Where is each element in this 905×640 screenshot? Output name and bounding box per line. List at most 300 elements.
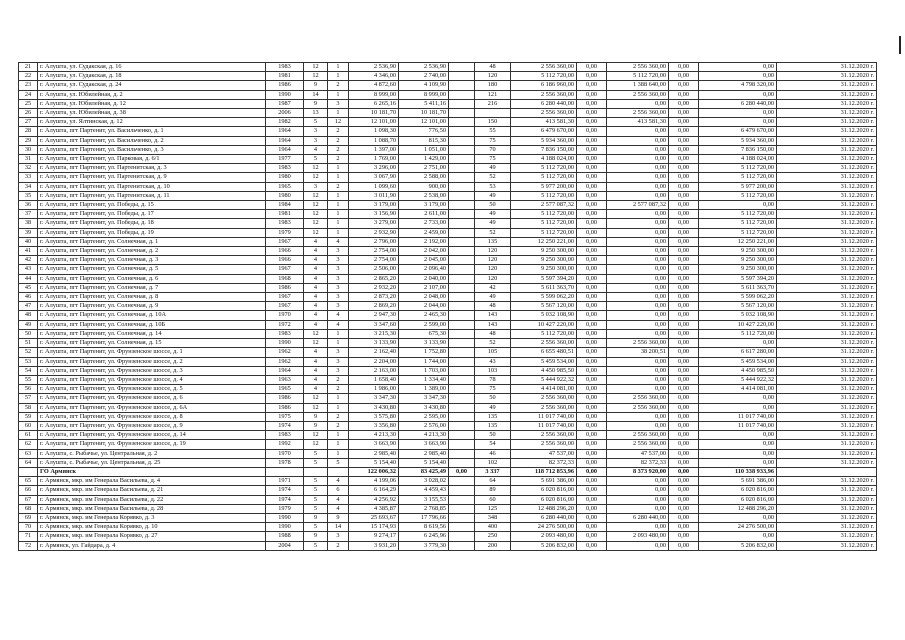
table-cell: 0,00 xyxy=(577,256,607,265)
table-cell: 0,00 xyxy=(607,265,669,274)
table-cell xyxy=(449,394,475,403)
table-cell: 52 xyxy=(475,228,511,237)
table-cell: 83 425,49 xyxy=(399,467,449,476)
table-row xyxy=(19,449,877,458)
table-cell: 0,00 xyxy=(607,375,669,384)
table-cell: 1 xyxy=(328,173,349,182)
table-cell: 1 752,80 xyxy=(399,348,449,357)
table-cell: 51 xyxy=(19,339,38,348)
table-cell: 2 xyxy=(328,385,349,394)
table-cell: 0,00 xyxy=(577,320,607,329)
table-cell: 52 xyxy=(19,348,38,357)
table-cell: 0,00 xyxy=(607,283,669,292)
table-cell: 4 213,30 xyxy=(399,431,449,440)
table-cell: 5 112 720,00 xyxy=(511,210,577,219)
table-cell: 25 xyxy=(19,99,38,108)
table-cell: 6 280 440,00 xyxy=(511,99,577,108)
table-cell: 31.12.2020 г. xyxy=(777,265,877,274)
table-cell: 61 xyxy=(19,431,38,440)
table-cell: 1 xyxy=(328,431,349,440)
table-cell: 37 xyxy=(19,210,38,219)
table-cell xyxy=(449,237,475,246)
table-cell: 0,00 xyxy=(699,63,777,72)
table-cell: 1974 xyxy=(266,495,304,504)
table-cell: 31.12.2020 г. xyxy=(777,99,877,108)
table-cell: 31.12.2020 г. xyxy=(777,237,877,246)
table-cell: г. Алушта, пгт Партенит, ул. Солнечная, д. 9 xyxy=(38,302,266,311)
table-cell: 0,00 xyxy=(577,477,607,486)
table-cell: 31.12.2020 г. xyxy=(777,228,877,237)
table-cell xyxy=(449,440,475,449)
table-cell: г. Алушта, ул. Судакская, д. 18 xyxy=(38,72,266,81)
table-cell: 3 xyxy=(328,293,349,302)
table-cell: г. Алушта, пгт Партенит, ул. Фрунзенское шоссе, д. 8 xyxy=(38,412,266,421)
table-cell: 2 576,00 xyxy=(399,421,449,430)
table-cell: 5 112 720,00 xyxy=(511,72,577,81)
table-cell: 2 556 360,00 xyxy=(511,90,577,99)
table-row xyxy=(19,458,877,467)
table-cell xyxy=(449,311,475,320)
table-cell: ГО Армянск xyxy=(38,467,266,476)
table-cell: 2 044,00 xyxy=(399,302,449,311)
table-cell: 9 250 300,00 xyxy=(511,256,577,265)
table-cell: 0,00 xyxy=(669,274,699,283)
table-cell: 0,00 xyxy=(669,191,699,200)
table-cell: 0,00 xyxy=(669,403,699,412)
table-cell: 31.12.2020 г. xyxy=(777,412,877,421)
table-cell: 53 xyxy=(475,182,511,191)
table-cell: 13 xyxy=(304,109,328,118)
table-cell: г. Алушта, пгт Партенит, ул. Парковая, д. 6/1 xyxy=(38,155,266,164)
table-cell: 31.12.2020 г. xyxy=(777,495,877,504)
table-cell: 0,00 xyxy=(577,155,607,164)
table-cell: 3 xyxy=(328,256,349,265)
table-cell: 4 xyxy=(328,311,349,320)
table-cell: 10 181,70 xyxy=(399,109,449,118)
table-cell: 0,00 xyxy=(577,421,607,430)
table-row xyxy=(19,375,877,384)
table-cell: 5 611 363,70 xyxy=(699,283,777,292)
table-cell: 0,00 xyxy=(577,385,607,394)
table-cell: 2 577 087,32 xyxy=(607,201,669,210)
table-cell: 5 599 062,20 xyxy=(511,293,577,302)
table-cell: 31.12.2020 г. xyxy=(777,375,877,384)
table-row xyxy=(19,219,877,228)
table-cell: 4 xyxy=(304,348,328,357)
table-cell: 0,00 xyxy=(669,155,699,164)
table-cell: 31.12.2020 г. xyxy=(777,440,877,449)
table-row xyxy=(19,394,877,403)
table-cell: 0,00 xyxy=(577,90,607,99)
table-cell: 31.12.2020 г. xyxy=(777,403,877,412)
table-cell: г. Алушта, пгт Партенит, ул. Партенитская, д. 9 xyxy=(38,173,266,182)
table-cell: 11 017 740,00 xyxy=(699,421,777,430)
table-cell: 4 xyxy=(328,477,349,486)
table-cell: 31.12.2020 г. xyxy=(777,431,877,440)
table-row xyxy=(19,265,877,274)
table-cell: г. Армянск, мкр. им Генерала Васильева, д. 4 xyxy=(38,477,266,486)
table-cell: 31.12.2020 г. xyxy=(777,63,877,72)
table-cell: 1967 xyxy=(266,293,304,302)
table-cell: 0,00 xyxy=(607,274,669,283)
table-cell: 31.12.2020 г. xyxy=(777,302,877,311)
table-cell: 1962 xyxy=(266,348,304,357)
table-cell: 4 xyxy=(304,145,328,154)
table-cell: 45 xyxy=(19,283,38,292)
table-cell: 3 xyxy=(328,302,349,311)
table-cell: 29 xyxy=(19,136,38,145)
table-cell: 0,00 xyxy=(669,449,699,458)
table-cell: 5 112 720,00 xyxy=(699,228,777,237)
table-cell xyxy=(449,265,475,274)
table-cell: 0,00 xyxy=(669,265,699,274)
table-cell xyxy=(449,412,475,421)
table-cell: 1 xyxy=(328,329,349,338)
table-cell: 0,00 xyxy=(577,201,607,210)
table-cell xyxy=(449,283,475,292)
table-cell: 0,00 xyxy=(669,495,699,504)
table-cell: 5 032 108,90 xyxy=(511,311,577,320)
table-cell: 413 581,30 xyxy=(511,118,577,127)
table-cell: 2 869,20 xyxy=(349,302,399,311)
table-cell xyxy=(777,467,877,476)
table-cell: 5 977 200,00 xyxy=(699,182,777,191)
table-cell: 1970 xyxy=(266,449,304,458)
table-cell: 1 098,30 xyxy=(349,127,399,136)
table-cell: 1 xyxy=(328,63,349,72)
table-cell: 0,00 xyxy=(699,109,777,118)
table-cell: 3 xyxy=(328,348,349,357)
table-row xyxy=(19,431,877,440)
table-cell: 5 691 386,00 xyxy=(511,477,577,486)
table-cell: 14 xyxy=(328,523,349,532)
table-cell: 0,00 xyxy=(607,182,669,191)
table-cell: 2 556 360,00 xyxy=(607,90,669,99)
table-cell: 4 xyxy=(304,265,328,274)
table-cell: 49 xyxy=(19,320,38,329)
table-cell: 3 931,20 xyxy=(349,541,399,550)
table-cell xyxy=(449,504,475,513)
table-row xyxy=(19,513,877,522)
table-cell: 2 xyxy=(328,81,349,90)
table-cell: 1979 xyxy=(266,228,304,237)
table-cell: 12 488 296,20 xyxy=(699,504,777,513)
table-row xyxy=(19,320,877,329)
table-cell: 2 096,40 xyxy=(399,265,449,274)
table-cell: 2 556 360,00 xyxy=(511,339,577,348)
table-cell: 5 206 832,00 xyxy=(511,541,577,550)
table-cell: 0,00 xyxy=(607,523,669,532)
table-cell: 31.12.2020 г. xyxy=(777,348,877,357)
table-cell: 47 xyxy=(19,302,38,311)
table-cell: 1974 xyxy=(266,486,304,495)
table-cell: 0,00 xyxy=(669,458,699,467)
table-cell: 9 xyxy=(304,99,328,108)
table-cell: 0,00 xyxy=(577,495,607,504)
table-cell: 0,00 xyxy=(577,375,607,384)
table-cell xyxy=(449,109,475,118)
table-cell xyxy=(449,458,475,467)
table-cell: 125 xyxy=(475,504,511,513)
table-cell: 1 703,00 xyxy=(399,366,449,375)
table-cell: 0,00 xyxy=(699,394,777,403)
table-cell xyxy=(449,256,475,265)
table-cell: г. Алушта, пгт Партенит, ул. Фрунзенское шоссе, д. 19 xyxy=(38,440,266,449)
table-cell: 1 088,70 xyxy=(349,136,399,145)
table-cell: 2 465,30 xyxy=(399,311,449,320)
table-cell: 0,00 xyxy=(577,302,607,311)
table-cell: г. Алушта, пгт Партенит, ул. Васильченко, д. 2 xyxy=(38,136,266,145)
table-cell: г. Алушта, пгт Партенит, ул. Фрунзенское шоссе, д. 14 xyxy=(38,431,266,440)
table-cell: г. Алушта, пгт Партенит, ул. Фрунзенское шоссе, д. 3 xyxy=(38,366,266,375)
table-cell: 54 xyxy=(475,440,511,449)
table-cell: 3 xyxy=(328,366,349,375)
table-cell: 31.12.2020 г. xyxy=(777,513,877,522)
table-cell: 1 769,00 xyxy=(349,155,399,164)
table-cell: 4 xyxy=(304,247,328,256)
table-cell: 5 206 832,00 xyxy=(699,541,777,550)
table-cell: 2 556 360,00 xyxy=(607,339,669,348)
table-cell: 0,00 xyxy=(577,449,607,458)
table-cell: 1984 xyxy=(266,201,304,210)
table-cell: 9 274,17 xyxy=(349,532,399,541)
table-cell: 0,00 xyxy=(669,164,699,173)
table-cell: 38 xyxy=(19,219,38,228)
table-cell: г. Алушта, ул. Юбилейная, д. 2 xyxy=(38,90,266,99)
table-cell xyxy=(449,99,475,108)
table-cell: 31.12.2020 г. xyxy=(777,311,877,320)
table-cell: 120 xyxy=(475,265,511,274)
table-cell: 1 744,00 xyxy=(399,357,449,366)
table-cell: 4 450 985,50 xyxy=(511,366,577,375)
table-cell: 815,30 xyxy=(399,136,449,145)
table-cell: 1967 xyxy=(266,237,304,246)
table-cell: 31.12.2020 г. xyxy=(777,283,877,292)
table-cell: 4 xyxy=(304,385,328,394)
table-cell: г. Алушта, пгт Партенит, ул. Солнечная, д. 5 xyxy=(38,265,266,274)
table-cell: 0,00 xyxy=(607,486,669,495)
table-cell: 12 xyxy=(304,403,328,412)
table-cell: 5 112 720,00 xyxy=(607,72,669,81)
table-cell: 12 xyxy=(304,191,328,200)
table-cell: 50 xyxy=(475,201,511,210)
table-cell: 3 347,30 xyxy=(349,394,399,403)
table-cell: 0,00 xyxy=(607,320,669,329)
table-cell: 2 536,90 xyxy=(349,63,399,72)
table-cell: 31.12.2020 г. xyxy=(777,504,877,513)
table-cell: 5 112 720,00 xyxy=(699,329,777,338)
table-cell: 2 556 360,00 xyxy=(511,403,577,412)
table-row xyxy=(19,541,877,550)
table-cell: 0,00 xyxy=(577,228,607,237)
table-cell: г. Алушта, пгт Партенит, ул. Партенитская, д. 10 xyxy=(38,182,266,191)
table-cell: 42 xyxy=(475,283,511,292)
table-cell: 1990 xyxy=(266,523,304,532)
table-cell: 3 215,30 xyxy=(349,329,399,338)
table-cell xyxy=(449,339,475,348)
table-cell: 1964 xyxy=(266,145,304,154)
table-cell: 31.12.2020 г. xyxy=(777,164,877,173)
table-cell xyxy=(449,210,475,219)
table-cell: 34 xyxy=(19,182,38,191)
table-cell: 1986 xyxy=(266,394,304,403)
table-cell: г. Алушта, с. Рыбачье, ул. Центральная, д. 2 xyxy=(38,449,266,458)
table-cell: 0,00 xyxy=(577,118,607,127)
table-cell: 1981 xyxy=(266,72,304,81)
table-cell: 44 xyxy=(19,274,38,283)
table-cell: 4 xyxy=(304,237,328,246)
table-cell: г. Армянск, мкр. им Генерала Васильева, д. 22 xyxy=(38,495,266,504)
table-cell: 10 427 220,00 xyxy=(511,320,577,329)
table-row xyxy=(19,173,877,182)
table-cell: 0,00 xyxy=(669,486,699,495)
table-cell: 0,00 xyxy=(607,504,669,513)
table-cell xyxy=(449,449,475,458)
table-cell: 5 567 120,00 xyxy=(511,302,577,311)
table-cell: 8 619,56 xyxy=(399,523,449,532)
table-cell: 1980 xyxy=(266,173,304,182)
table-cell: 60 xyxy=(19,421,38,430)
table-cell: 1 xyxy=(328,210,349,219)
table-cell: 0,00 xyxy=(669,173,699,182)
table-cell: 0,00 xyxy=(669,513,699,522)
table-cell: 0,00 xyxy=(669,72,699,81)
table-cell: 12 xyxy=(304,173,328,182)
table-cell: 9 xyxy=(328,513,349,522)
table-cell: 31.12.2020 г. xyxy=(777,532,877,541)
table-cell: 0,00 xyxy=(577,348,607,357)
table-cell: г. Армянск, мкр. им Генерала Корявко, д. 27 xyxy=(38,532,266,541)
table-cell: 0,00 xyxy=(577,210,607,219)
table-cell: 33 xyxy=(19,173,38,182)
table-cell: 2 xyxy=(328,541,349,550)
table-cell: 1967 xyxy=(266,302,304,311)
table-cell: г. Алушта, ул. Юбилейная, д. 38 xyxy=(38,109,266,118)
table-row xyxy=(19,311,877,320)
table-cell: 2 611,00 xyxy=(399,210,449,219)
table-cell: 31.12.2020 г. xyxy=(777,72,877,81)
table-row xyxy=(19,302,877,311)
table-cell: 180 xyxy=(475,81,511,90)
table-cell: 1971 xyxy=(266,477,304,486)
table-cell xyxy=(449,403,475,412)
table-cell: 400 xyxy=(475,523,511,532)
table-cell: 2 595,00 xyxy=(399,412,449,421)
table-cell: 70 xyxy=(19,523,38,532)
table-row xyxy=(19,283,877,292)
table-cell: 30 xyxy=(19,145,38,154)
table-cell: 1965 xyxy=(266,182,304,191)
table-cell: 0,00 xyxy=(577,532,607,541)
table-cell: 4 798 320,00 xyxy=(699,81,777,90)
table-cell: 4 188 024,00 xyxy=(699,155,777,164)
table-row xyxy=(19,118,877,127)
table-cell: 0,00 xyxy=(669,532,699,541)
table-cell xyxy=(449,155,475,164)
table-cell: 7 836 150,00 xyxy=(511,145,577,154)
table-cell: 0,00 xyxy=(669,109,699,118)
table-cell: 0,00 xyxy=(669,293,699,302)
table-cell xyxy=(449,495,475,504)
table-cell: 23 xyxy=(19,81,38,90)
table-cell: 4 xyxy=(328,495,349,504)
table-cell: 2 599,00 xyxy=(399,320,449,329)
table-cell: 3 xyxy=(328,265,349,274)
table-cell: 0,00 xyxy=(607,173,669,182)
table-cell: 5 112 720,00 xyxy=(699,219,777,228)
table-cell: 4 xyxy=(304,375,328,384)
table-cell: 78 xyxy=(475,375,511,384)
table-row xyxy=(19,90,877,99)
table-cell: 4 199,06 xyxy=(349,477,399,486)
table-cell: 143 xyxy=(475,320,511,329)
table-cell: 22 xyxy=(19,72,38,81)
table-cell: 36 xyxy=(19,201,38,210)
table-cell: 4 xyxy=(328,504,349,513)
table-cell: 3 067,90 xyxy=(349,173,399,182)
table-cell: 0,00 xyxy=(607,219,669,228)
table-cell: 57 xyxy=(19,394,38,403)
table-cell: 24 276 500,00 xyxy=(511,523,577,532)
table-cell: 12 101,00 xyxy=(399,118,449,127)
table-cell: 3 779,30 xyxy=(399,541,449,550)
table-cell: 17 796,66 xyxy=(399,513,449,522)
table-cell xyxy=(449,320,475,329)
table-cell: 0,00 xyxy=(607,357,669,366)
table-cell: 150 xyxy=(475,118,511,127)
table-cell: 2 536,90 xyxy=(399,63,449,72)
table-cell: 5 112 720,00 xyxy=(511,329,577,338)
table-cell: 27 xyxy=(19,118,38,127)
table-cell: 68 xyxy=(19,504,38,513)
table-cell: г. Алушта, ул. Юбилейная, д. 12 xyxy=(38,99,266,108)
table-cell: 55 xyxy=(19,375,38,384)
table-cell: 12 xyxy=(304,201,328,210)
table-cell: 2 163,00 xyxy=(349,366,399,375)
table-cell xyxy=(449,375,475,384)
table-cell: 5 599 062,20 xyxy=(699,293,777,302)
table-cell: 31.12.2020 г. xyxy=(777,219,877,228)
table-cell: 0,00 xyxy=(577,523,607,532)
table-cell: 0,00 xyxy=(577,127,607,136)
table-cell: 31.12.2020 г. xyxy=(777,458,877,467)
table-cell: г. Алушта, пгт Партенит, ул. Солнечная, д. 10Б xyxy=(38,320,266,329)
table-cell: 0,00 xyxy=(669,247,699,256)
table-cell xyxy=(449,421,475,430)
table-cell: 49 xyxy=(475,164,511,173)
table-cell: 2 048,00 xyxy=(399,293,449,302)
table-cell: 43 xyxy=(19,265,38,274)
table-cell: 0,00 xyxy=(607,385,669,394)
table-cell: 2 093 480,00 xyxy=(511,532,577,541)
table-row xyxy=(19,81,877,90)
table-cell: 3 133,90 xyxy=(349,339,399,348)
table-cell xyxy=(449,329,475,338)
table-cell: 0,00 xyxy=(577,311,607,320)
table-cell: 52 xyxy=(475,173,511,182)
table-cell: 135 xyxy=(475,237,511,246)
table-cell: 6 xyxy=(328,486,349,495)
table-cell: 2 093 480,00 xyxy=(607,532,669,541)
table-cell: 47 537,00 xyxy=(607,449,669,458)
table-cell: 1992 xyxy=(266,440,304,449)
table-cell: 0,00 xyxy=(577,357,607,366)
table-cell: г. Алушта, пгт Партенит, ул. Солнечная, д. 3 xyxy=(38,256,266,265)
table-cell xyxy=(449,228,475,237)
table-cell: 2 768,85 xyxy=(399,504,449,513)
table-cell: 0,00 xyxy=(577,504,607,513)
table-cell: 12 101,00 xyxy=(349,118,399,127)
